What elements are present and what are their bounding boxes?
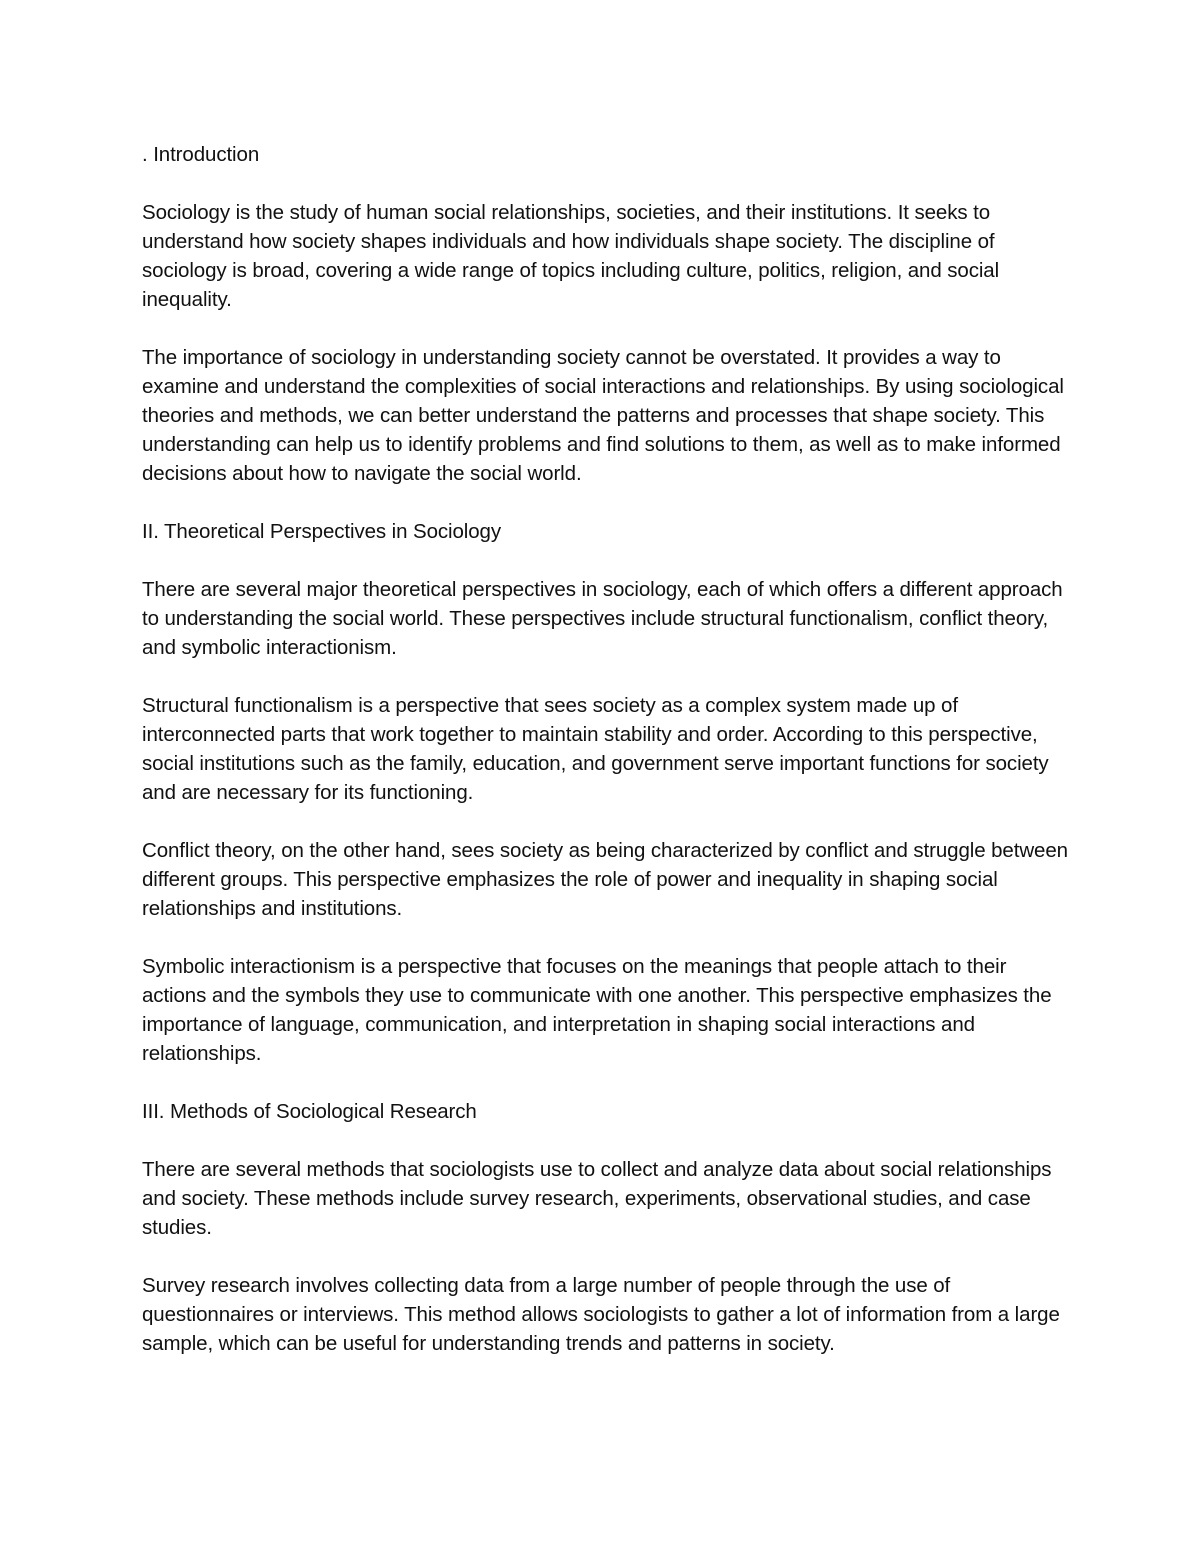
paragraph-sociology-definition: Sociology is the study of human social relationships, societies, and their institutions. It seeks to understand how society shapes individuals and how individuals shape society. The discipline of sociology is broad, covering a wide range of topics including culture, politics, religion, and social inequality. (142, 201, 1000, 311)
section-heading-research-methods: III. Methods of Sociological Research (142, 1100, 477, 1123)
paragraph-research-methods-overview: There are several methods that sociologists use to collect and analyze data about social relationships and society. These methods include survey research, experiments, observational studies, and case studies. (142, 1158, 1052, 1239)
paragraph-conflict-theory: Conflict theory, on the other hand, sees society as being characterized by conflict and struggle between different groups. This perspective emphasizes the role of power and inequality in shaping social relationships and institutions. (142, 839, 1068, 920)
paragraph-structural-functionalism: Structural functionalism is a perspective that sees society as a complex system made up of interconnected parts that work together to maintain stability and order. According to this perspective, social institutions such as the family, education, and government serve important functions for society and are necessary for its functioning. (142, 694, 1049, 804)
paragraph-symbolic-interactionism: Symbolic interactionism is a perspective that focuses on the meanings that people attach to their actions and the symbols they use to communicate with one another. This perspective emphasizes the importance of language, communication, and interpretation in shaping social interactions and relationships. (142, 955, 1052, 1065)
paragraph-importance-of-sociology: The importance of sociology in understanding society cannot be overstated. It provides a way to examine and understand the complexities of social interactions and relationships. By using sociological theories and methods, we can better understand the patterns and processes that shape society. This understanding can help us to identify problems and find solutions to them, as well as to make informed decisions about how to navigate the social world. (142, 346, 1064, 485)
section-heading-introduction: . Introduction (142, 143, 260, 166)
section-heading-theoretical-perspectives: II. Theoretical Perspectives in Sociology (142, 520, 502, 543)
paragraph-major-perspectives: There are several major theoretical perspectives in sociology, each of which offers a different approach to understanding the social world. These perspectives include structural functionalism, conflict theory, and symbolic interactionism. (142, 578, 1063, 659)
document-body (142, 140, 1072, 1387)
paragraph-survey-research: Survey research involves collecting data from a large number of people through the use of questionnaires or interviews. This method allows sociologists to gather a lot of information from a large sample, which can be useful for understanding trends and patterns in society. (142, 1274, 1060, 1355)
